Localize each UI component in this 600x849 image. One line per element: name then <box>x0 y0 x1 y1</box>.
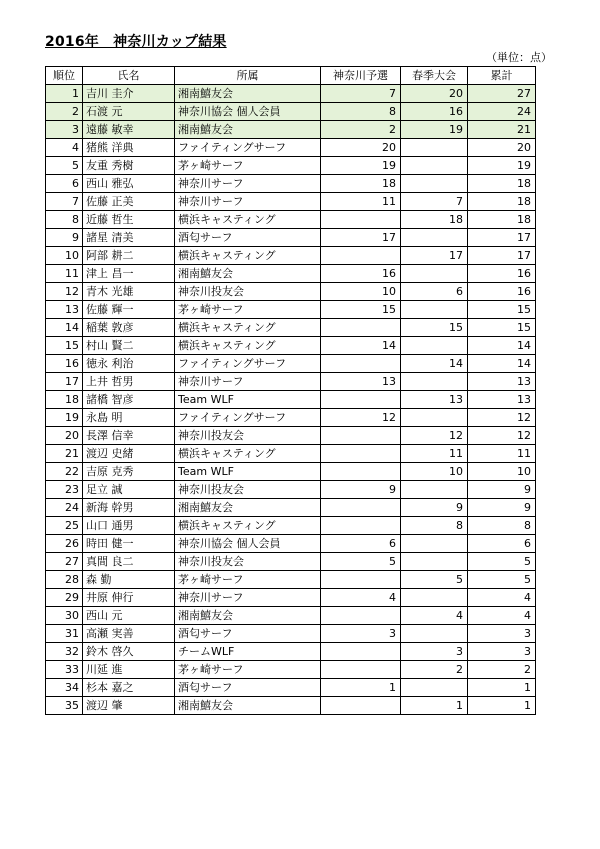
table-row <box>46 139 536 157</box>
name-cell: 森 勤 <box>83 571 175 589</box>
name-cell: 友重 秀樹 <box>83 157 175 175</box>
affiliation-cell: 神奈川協会 個人会員 <box>175 103 321 121</box>
qualifier-score-cell: 1 <box>321 679 401 697</box>
table-header-row <box>46 67 536 85</box>
total-score-cell: 1 <box>468 679 536 697</box>
qualifier-score-cell: 4 <box>321 589 401 607</box>
table-row <box>46 337 536 355</box>
spring-score-cell: 17 <box>401 247 468 265</box>
qualifier-score-cell: 13 <box>321 373 401 391</box>
spring-score-cell: 5 <box>401 571 468 589</box>
qualifier-score-cell <box>321 319 401 337</box>
name-cell: 西山 元 <box>83 607 175 625</box>
name-cell: 鈴木 啓久 <box>83 643 175 661</box>
qualifier-score-cell <box>321 607 401 625</box>
table-row <box>46 355 536 373</box>
qualifier-score-cell <box>321 247 401 265</box>
table-row <box>46 481 536 499</box>
qualifier-score-cell <box>321 499 401 517</box>
table-row <box>46 211 536 229</box>
qualifier-score-cell: 18 <box>321 175 401 193</box>
name-cell: 佐藤 正美 <box>83 193 175 211</box>
total-score-cell: 21 <box>468 121 536 139</box>
table-row <box>46 85 536 103</box>
total-score-cell: 13 <box>468 391 536 409</box>
qualifier-score-cell: 17 <box>321 229 401 247</box>
name-cell: 長澤 信幸 <box>83 427 175 445</box>
rank-cell: 33 <box>46 661 83 679</box>
qualifier-score-cell: 10 <box>321 283 401 301</box>
name-cell: 渡辺 肇 <box>83 697 175 715</box>
name-cell: 徳永 利治 <box>83 355 175 373</box>
affiliation-cell: 横浜キャスティング <box>175 517 321 535</box>
total-score-cell: 13 <box>468 373 536 391</box>
rank-cell: 6 <box>46 175 83 193</box>
spring-score-cell: 18 <box>401 211 468 229</box>
total-score-cell: 14 <box>468 355 536 373</box>
header-qualifier: 神奈川予選 <box>321 67 401 85</box>
name-cell: 上井 哲男 <box>83 373 175 391</box>
rank-cell: 11 <box>46 265 83 283</box>
spring-score-cell: 20 <box>401 85 468 103</box>
affiliation-cell: 神奈川投友会 <box>175 481 321 499</box>
qualifier-score-cell: 15 <box>321 301 401 319</box>
name-cell: 足立 誠 <box>83 481 175 499</box>
name-cell: 山口 通男 <box>83 517 175 535</box>
table-row <box>46 625 536 643</box>
rank-cell: 4 <box>46 139 83 157</box>
qualifier-score-cell <box>321 643 401 661</box>
rank-cell: 26 <box>46 535 83 553</box>
name-cell: 稲葉 敦彦 <box>83 319 175 337</box>
affiliation-cell: 神奈川投友会 <box>175 283 321 301</box>
rank-cell: 32 <box>46 643 83 661</box>
rank-cell: 7 <box>46 193 83 211</box>
spring-score-cell: 12 <box>401 427 468 445</box>
name-cell: 石渡 元 <box>83 103 175 121</box>
header-affiliation: 所属 <box>175 67 321 85</box>
qualifier-score-cell: 2 <box>321 121 401 139</box>
total-score-cell: 9 <box>468 499 536 517</box>
total-score-cell: 12 <box>468 409 536 427</box>
spring-score-cell: 2 <box>401 661 468 679</box>
name-cell: 永島 明 <box>83 409 175 427</box>
name-cell: 近藤 哲生 <box>83 211 175 229</box>
rank-cell: 9 <box>46 229 83 247</box>
qualifier-score-cell <box>321 463 401 481</box>
spring-score-cell: 8 <box>401 517 468 535</box>
qualifier-score-cell: 12 <box>321 409 401 427</box>
qualifier-score-cell: 7 <box>321 85 401 103</box>
affiliation-cell: チームWLF <box>175 643 321 661</box>
rank-cell: 34 <box>46 679 83 697</box>
affiliation-cell: 茅ヶ崎サーフ <box>175 301 321 319</box>
affiliation-cell: 横浜キャスティング <box>175 319 321 337</box>
rank-cell: 16 <box>46 355 83 373</box>
total-score-cell: 24 <box>468 103 536 121</box>
spring-score-cell <box>401 535 468 553</box>
total-score-cell: 16 <box>468 283 536 301</box>
rank-cell: 1 <box>46 85 83 103</box>
qualifier-score-cell: 9 <box>321 481 401 499</box>
total-score-cell: 2 <box>468 661 536 679</box>
rank-cell: 12 <box>46 283 83 301</box>
unit-label: （単位：点） <box>486 51 552 64</box>
spring-score-cell <box>401 265 468 283</box>
affiliation-cell: ファイティングサーフ <box>175 409 321 427</box>
total-score-cell: 17 <box>468 229 536 247</box>
total-score-cell: 10 <box>468 463 536 481</box>
spring-score-cell <box>401 229 468 247</box>
total-score-cell: 5 <box>468 571 536 589</box>
rank-cell: 22 <box>46 463 83 481</box>
total-score-cell: 11 <box>468 445 536 463</box>
rank-cell: 15 <box>46 337 83 355</box>
spring-score-cell: 15 <box>401 319 468 337</box>
name-cell: 諸星 清美 <box>83 229 175 247</box>
affiliation-cell: ファイティングサーフ <box>175 139 321 157</box>
affiliation-cell: 神奈川協会 個人会員 <box>175 535 321 553</box>
qualifier-score-cell <box>321 355 401 373</box>
table-row <box>46 535 536 553</box>
table-row <box>46 283 536 301</box>
total-score-cell: 8 <box>468 517 536 535</box>
affiliation-cell: 茅ヶ崎サーフ <box>175 571 321 589</box>
table-row <box>46 409 536 427</box>
affiliation-cell: 酒匂サーフ <box>175 625 321 643</box>
table-row <box>46 391 536 409</box>
qualifier-score-cell: 8 <box>321 103 401 121</box>
affiliation-cell: 神奈川投友会 <box>175 553 321 571</box>
total-score-cell: 18 <box>468 193 536 211</box>
table-row <box>46 589 536 607</box>
spring-score-cell: 19 <box>401 121 468 139</box>
affiliation-cell: Team WLF <box>175 391 321 409</box>
rank-cell: 28 <box>46 571 83 589</box>
affiliation-cell: 横浜キャスティング <box>175 337 321 355</box>
name-cell: 吉川 圭介 <box>83 85 175 103</box>
qualifier-score-cell <box>321 697 401 715</box>
table-body <box>46 85 536 715</box>
affiliation-cell: 湘南鱚友会 <box>175 499 321 517</box>
rank-cell: 20 <box>46 427 83 445</box>
rank-cell: 8 <box>46 211 83 229</box>
affiliation-cell: 横浜キャスティング <box>175 211 321 229</box>
spring-score-cell: 6 <box>401 283 468 301</box>
qualifier-score-cell: 16 <box>321 265 401 283</box>
name-cell: 津上 昌一 <box>83 265 175 283</box>
table-row <box>46 103 536 121</box>
affiliation-cell: 湘南鱚友会 <box>175 697 321 715</box>
rank-cell: 19 <box>46 409 83 427</box>
spring-score-cell: 16 <box>401 103 468 121</box>
affiliation-cell: 酒匂サーフ <box>175 679 321 697</box>
qualifier-score-cell <box>321 211 401 229</box>
spring-score-cell: 11 <box>401 445 468 463</box>
affiliation-cell: Team WLF <box>175 463 321 481</box>
spring-score-cell <box>401 157 468 175</box>
spring-score-cell: 14 <box>401 355 468 373</box>
header-spring: 春季大会 <box>401 67 468 85</box>
total-score-cell: 4 <box>468 589 536 607</box>
spring-score-cell <box>401 175 468 193</box>
table-row <box>46 607 536 625</box>
rank-cell: 21 <box>46 445 83 463</box>
table-row <box>46 175 536 193</box>
spring-score-cell <box>401 625 468 643</box>
total-score-cell: 6 <box>468 535 536 553</box>
name-cell: 高瀬 実善 <box>83 625 175 643</box>
qualifier-score-cell <box>321 427 401 445</box>
qualifier-score-cell: 19 <box>321 157 401 175</box>
rank-cell: 35 <box>46 697 83 715</box>
qualifier-score-cell: 3 <box>321 625 401 643</box>
table-row <box>46 571 536 589</box>
total-score-cell: 3 <box>468 643 536 661</box>
table-row <box>46 229 536 247</box>
name-cell: 川延 進 <box>83 661 175 679</box>
total-score-cell: 20 <box>468 139 536 157</box>
total-score-cell: 16 <box>468 265 536 283</box>
rank-cell: 24 <box>46 499 83 517</box>
table-row <box>46 679 536 697</box>
name-cell: 時田 健一 <box>83 535 175 553</box>
qualifier-score-cell <box>321 571 401 589</box>
table-row <box>46 643 536 661</box>
table-row <box>46 499 536 517</box>
table-row <box>46 517 536 535</box>
rank-cell: 27 <box>46 553 83 571</box>
spring-score-cell: 4 <box>401 607 468 625</box>
total-score-cell: 14 <box>468 337 536 355</box>
affiliation-cell: 酒匂サーフ <box>175 229 321 247</box>
total-score-cell: 17 <box>468 247 536 265</box>
total-score-cell: 19 <box>468 157 536 175</box>
table-row <box>46 661 536 679</box>
table-row <box>46 445 536 463</box>
rank-cell: 31 <box>46 625 83 643</box>
rank-cell: 3 <box>46 121 83 139</box>
spring-score-cell <box>401 373 468 391</box>
name-cell: 渡辺 史緒 <box>83 445 175 463</box>
name-cell: 村山 賢二 <box>83 337 175 355</box>
affiliation-cell: 横浜キャスティング <box>175 247 321 265</box>
name-cell: 遠藤 敏幸 <box>83 121 175 139</box>
spring-score-cell <box>401 409 468 427</box>
rank-cell: 30 <box>46 607 83 625</box>
table-row <box>46 121 536 139</box>
table-row <box>46 157 536 175</box>
spring-score-cell <box>401 553 468 571</box>
total-score-cell: 9 <box>468 481 536 499</box>
rank-cell: 29 <box>46 589 83 607</box>
rank-cell: 18 <box>46 391 83 409</box>
table-row <box>46 463 536 481</box>
table-row <box>46 265 536 283</box>
qualifier-score-cell <box>321 391 401 409</box>
spring-score-cell <box>401 481 468 499</box>
spring-score-cell: 13 <box>401 391 468 409</box>
name-cell: 諸橋 智彦 <box>83 391 175 409</box>
spring-score-cell <box>401 139 468 157</box>
affiliation-cell: 茅ヶ崎サーフ <box>175 157 321 175</box>
name-cell: 真間 良二 <box>83 553 175 571</box>
affiliation-cell: 湘南鱚友会 <box>175 121 321 139</box>
total-score-cell: 3 <box>468 625 536 643</box>
affiliation-cell: 神奈川投友会 <box>175 427 321 445</box>
rank-cell: 17 <box>46 373 83 391</box>
name-cell: 阿部 耕二 <box>83 247 175 265</box>
spring-score-cell: 10 <box>401 463 468 481</box>
name-cell: 猪熊 洋典 <box>83 139 175 157</box>
rank-cell: 23 <box>46 481 83 499</box>
header-rank: 順位 <box>46 67 83 85</box>
total-score-cell: 18 <box>468 211 536 229</box>
affiliation-cell: 茅ヶ崎サーフ <box>175 661 321 679</box>
affiliation-cell: 神奈川サーフ <box>175 175 321 193</box>
total-score-cell: 18 <box>468 175 536 193</box>
rank-cell: 25 <box>46 517 83 535</box>
rank-cell: 5 <box>46 157 83 175</box>
affiliation-cell: 湘南鱚友会 <box>175 607 321 625</box>
affiliation-cell: 湘南鱚友会 <box>175 85 321 103</box>
spring-score-cell <box>401 679 468 697</box>
qualifier-score-cell: 6 <box>321 535 401 553</box>
total-score-cell: 1 <box>468 697 536 715</box>
table-row <box>46 319 536 337</box>
rank-cell: 2 <box>46 103 83 121</box>
rank-cell: 13 <box>46 301 83 319</box>
spring-score-cell <box>401 301 468 319</box>
name-cell: 井原 伸行 <box>83 589 175 607</box>
header-total: 累計 <box>468 67 536 85</box>
spring-score-cell: 1 <box>401 697 468 715</box>
rank-cell: 10 <box>46 247 83 265</box>
table-row <box>46 193 536 211</box>
total-score-cell: 5 <box>468 553 536 571</box>
qualifier-score-cell <box>321 445 401 463</box>
results-table <box>45 66 536 715</box>
page-title: 2016年 神奈川カップ結果 <box>45 34 227 50</box>
table-row <box>46 427 536 445</box>
affiliation-cell: 湘南鱚友会 <box>175 265 321 283</box>
qualifier-score-cell: 11 <box>321 193 401 211</box>
spring-score-cell: 3 <box>401 643 468 661</box>
table-row <box>46 247 536 265</box>
name-cell: 杉本 嘉之 <box>83 679 175 697</box>
qualifier-score-cell: 20 <box>321 139 401 157</box>
total-score-cell: 15 <box>468 301 536 319</box>
spring-score-cell <box>401 337 468 355</box>
affiliation-cell: ファイティングサーフ <box>175 355 321 373</box>
total-score-cell: 4 <box>468 607 536 625</box>
total-score-cell: 12 <box>468 427 536 445</box>
qualifier-score-cell: 14 <box>321 337 401 355</box>
name-cell: 新海 幹男 <box>83 499 175 517</box>
qualifier-score-cell <box>321 661 401 679</box>
name-cell: 西山 雅弘 <box>83 175 175 193</box>
qualifier-score-cell: 5 <box>321 553 401 571</box>
table-row <box>46 697 536 715</box>
spring-score-cell <box>401 589 468 607</box>
name-cell: 吉原 克秀 <box>83 463 175 481</box>
affiliation-cell: 神奈川サーフ <box>175 589 321 607</box>
affiliation-cell: 横浜キャスティング <box>175 445 321 463</box>
qualifier-score-cell <box>321 517 401 535</box>
name-cell: 青木 光雄 <box>83 283 175 301</box>
table-row <box>46 373 536 391</box>
affiliation-cell: 神奈川サーフ <box>175 193 321 211</box>
table-row <box>46 301 536 319</box>
spring-score-cell: 7 <box>401 193 468 211</box>
spring-score-cell: 9 <box>401 499 468 517</box>
rank-cell: 14 <box>46 319 83 337</box>
total-score-cell: 27 <box>468 85 536 103</box>
header-name: 氏名 <box>83 67 175 85</box>
total-score-cell: 15 <box>468 319 536 337</box>
table-row <box>46 553 536 571</box>
affiliation-cell: 神奈川サーフ <box>175 373 321 391</box>
name-cell: 佐藤 輝一 <box>83 301 175 319</box>
